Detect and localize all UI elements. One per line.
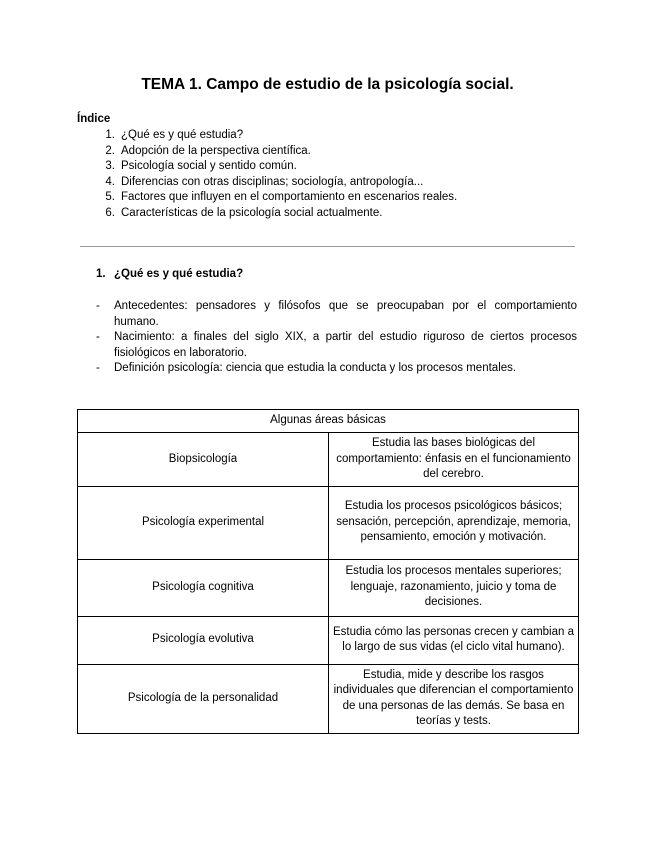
description-cell: Estudia los procesos mentales superiores; lenguaje, razonamiento, juicio y toma de decisiones. bbox=[329, 559, 579, 616]
index-item: 6. Características de la psicología social actualmente. bbox=[105, 206, 383, 219]
area-cell: Psicología cognitiva bbox=[78, 559, 329, 616]
table-header: Algunas áreas básicas bbox=[78, 410, 579, 433]
document-title: TEMA 1. Campo de estudio de la psicología social. bbox=[141, 76, 514, 93]
index-item: 4. Diferencias con otras disciplinas; sociología, antropología... bbox=[105, 175, 424, 188]
index-item: 2. Adopción de la perspectiva científica. bbox=[105, 144, 311, 157]
areas-table bbox=[77, 409, 579, 734]
area-cell: Psicología de la personalidad bbox=[78, 664, 329, 733]
area-cell: Biopsicología bbox=[78, 433, 329, 487]
table-row bbox=[78, 616, 579, 664]
section-heading: 1. ¿Qué es y qué estudia? bbox=[96, 268, 244, 280]
horizontal-divider bbox=[80, 246, 575, 247]
bullet-item: - Definición psicología: ciencia que estudia la conducta y los procesos mentales. bbox=[96, 362, 517, 374]
bullet-list bbox=[96, 299, 577, 377]
index-item: 1. ¿Qué es y qué estudia? bbox=[105, 129, 244, 141]
bullet-item: - Nacimiento: a finales del siglo XIX, a partir del estudio riguroso de ciertos procesos fisiológicos en laboratorio. bbox=[96, 331, 577, 359]
index-item: 3. Psicología social y sentido común. bbox=[105, 160, 297, 173]
index-heading: Índice bbox=[77, 113, 111, 125]
bullet-item: - Antecedentes: pensadores y filósofos que se preocupaban por el comportamiento humano. bbox=[96, 300, 577, 328]
description-cell: Estudia, mide y describe los rasgos individuales que diferencian el comportamiento de una personas de las demás. Se basa en teorías y tests. bbox=[329, 664, 579, 733]
area-cell: Psicología evolutiva bbox=[78, 616, 329, 664]
table-row bbox=[78, 433, 579, 487]
table-header-row bbox=[78, 410, 579, 433]
table-row bbox=[78, 664, 579, 733]
index-list bbox=[77, 128, 457, 222]
table-row bbox=[78, 486, 579, 559]
description-cell: Estudia cómo las personas crecen y cambian a lo largo de sus vidas (el ciclo vital humano). bbox=[329, 616, 579, 664]
area-cell: Psicología experimental bbox=[78, 486, 329, 559]
description-cell: Estudia los procesos psicológicos básicos; sensación, percepción, aprendizaje, memoria, pensamiento, emoción y motivación. bbox=[329, 486, 579, 559]
description-cell: Estudia las bases biológicas del comportamiento: énfasis en el funcionamiento del cerebro. bbox=[329, 433, 579, 487]
index-item: 5. Factores que influyen en el comportamiento en escenarios reales. bbox=[105, 191, 458, 204]
table-row bbox=[78, 559, 579, 616]
